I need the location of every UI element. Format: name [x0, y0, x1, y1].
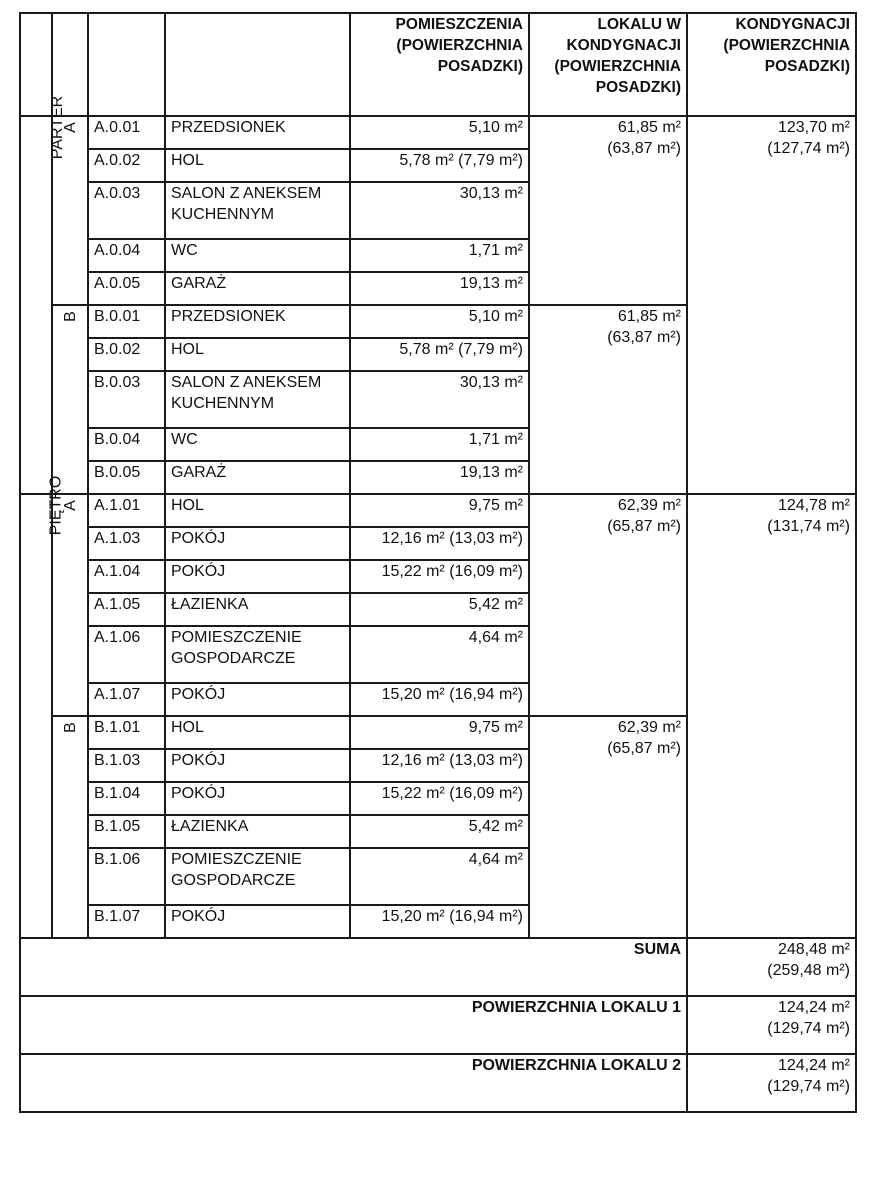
value-line: 124,24 m²: [777, 999, 850, 1016]
room-name: POMIESZCZENIE GOSPODARCZE: [165, 848, 350, 905]
header-line: POSADZKI): [595, 79, 681, 96]
room-name: GARAŻ: [165, 272, 350, 305]
room-area: 5,42 m²: [350, 815, 529, 848]
value-line: (65,87 m²): [607, 518, 681, 535]
room-code: A.1.07: [88, 683, 165, 716]
summary-value: [687, 996, 856, 1054]
floor-label-cell: [20, 475, 65, 938]
value-line: 61,85 m²: [617, 308, 681, 325]
room-name: POKÓJ: [165, 782, 350, 815]
room-code: A.0.04: [88, 239, 165, 272]
room-area: 30,13 m²: [350, 371, 529, 428]
header-code-cell: [88, 13, 165, 116]
summary-row: [20, 1054, 856, 1112]
table-body: [20, 13, 856, 1112]
room-area: 5,10 m²: [350, 116, 529, 149]
value-line: 124,24 m²: [777, 1057, 850, 1074]
room-area: 19,13 m²: [350, 272, 529, 305]
room-area: 4,64 m²: [350, 626, 529, 683]
header-line: POSADZKI): [764, 58, 850, 75]
room-name: HOL: [165, 338, 350, 371]
room-area: 15,22 m² (16,09 m²): [350, 782, 529, 815]
room-area: 12,16 m² (13,03 m²): [350, 749, 529, 782]
room-name: POMIESZCZENIE GOSPODARCZE: [165, 626, 350, 683]
room-area: 1,71 m²: [350, 239, 529, 272]
room-code: B.0.05: [88, 461, 165, 494]
room-area: 19,13 m²: [350, 461, 529, 494]
room-name: ŁAZIENKA: [165, 593, 350, 626]
value-line: 248,48 m²: [777, 941, 850, 958]
room-area: 4,64 m²: [350, 848, 529, 905]
unit-label: A: [61, 122, 79, 133]
header-line: LOKALU W: [597, 16, 681, 33]
room-code: B.0.02: [88, 338, 165, 371]
value-line: 62,39 m²: [617, 497, 681, 514]
floor-label-cell: [20, 95, 67, 494]
value-line: (259,48 m²): [767, 962, 850, 979]
room-name: SALON Z ANEKSEM KUCHENNYM: [165, 182, 350, 239]
room-area: 5,78 m² (7,79 m²): [350, 149, 529, 182]
unit-area: [529, 116, 687, 305]
room-area: 5,10 m²: [350, 305, 529, 338]
room-name: PRZEDSIONEK: [165, 305, 350, 338]
floor-area: [687, 116, 856, 494]
summary-row: [20, 938, 856, 996]
room-code: B.1.05: [88, 815, 165, 848]
room-code: A.0.05: [88, 272, 165, 305]
room-area: 5,78 m² (7,79 m²): [350, 338, 529, 371]
room-name: PRZEDSIONEK: [165, 116, 350, 149]
room-name: WC: [165, 239, 350, 272]
header-line: (POWIERZCHNIA: [554, 58, 681, 75]
room-area: 15,20 m² (16,94 m²): [350, 683, 529, 716]
room-code: A.1.04: [88, 560, 165, 593]
value-line: 61,85 m²: [617, 119, 681, 136]
room-name: HOL: [165, 494, 350, 527]
room-code: A.1.05: [88, 593, 165, 626]
room-code: B.0.01: [88, 305, 165, 338]
unit-area: [529, 305, 687, 494]
floor-label: PARTER: [49, 95, 67, 160]
room-code: A.0.03: [88, 182, 165, 239]
unit-area: [529, 494, 687, 716]
table-row: [20, 116, 856, 149]
value-line: (63,87 m²): [607, 140, 681, 157]
summary-label: POWIERZCHNIA LOKALU 2: [20, 1054, 687, 1112]
area-table: [19, 12, 857, 1113]
room-name: HOL: [165, 716, 350, 749]
header-unit-area: [529, 13, 687, 116]
room-name: POKÓJ: [165, 560, 350, 593]
room-code: B.1.06: [88, 848, 165, 905]
header-line: (POWIERZCHNIA: [723, 37, 850, 54]
room-area: 15,20 m² (16,94 m²): [350, 905, 529, 938]
room-code: B.0.03: [88, 371, 165, 428]
value-line: (129,74 m²): [767, 1078, 850, 1095]
floor-area: [687, 494, 856, 938]
unit-label: A: [61, 500, 79, 511]
header-row: [20, 13, 856, 116]
unit-label: B: [61, 722, 79, 733]
room-code: A.0.02: [88, 149, 165, 182]
floor-label: PIĘTRO: [47, 475, 65, 536]
room-name: POKÓJ: [165, 683, 350, 716]
room-code: A.1.03: [88, 527, 165, 560]
room-name: ŁAZIENKA: [165, 815, 350, 848]
room-code: B.0.04: [88, 428, 165, 461]
unit-area: [529, 716, 687, 938]
room-area: 5,42 m²: [350, 593, 529, 626]
summary-label: SUMA: [20, 938, 687, 996]
room-code: B.1.04: [88, 782, 165, 815]
header-line: POMIESZCZENIA: [395, 16, 523, 33]
header-line: POSADZKI): [437, 58, 523, 75]
room-area: 15,22 m² (16,09 m²): [350, 560, 529, 593]
room-area: 30,13 m²: [350, 182, 529, 239]
header-line: KONDYGNACJI: [566, 37, 681, 54]
room-area: 9,75 m²: [350, 716, 529, 749]
value-line: (129,74 m²): [767, 1020, 850, 1037]
summary-value: [687, 1054, 856, 1112]
room-code: B.1.01: [88, 716, 165, 749]
room-area: 12,16 m² (13,03 m²): [350, 527, 529, 560]
room-area: 1,71 m²: [350, 428, 529, 461]
room-code: A.1.06: [88, 626, 165, 683]
room-name: GARAŻ: [165, 461, 350, 494]
unit-label-cell: [52, 305, 88, 494]
room-code: B.1.07: [88, 905, 165, 938]
table-row: [20, 494, 856, 527]
value-line: 124,78 m²: [777, 497, 850, 514]
value-line: (131,74 m²): [767, 518, 850, 535]
room-name: HOL: [165, 149, 350, 182]
room-name: WC: [165, 428, 350, 461]
summary-value: [687, 938, 856, 996]
room-name: SALON Z ANEKSEM KUCHENNYM: [165, 371, 350, 428]
room-code: B.1.03: [88, 749, 165, 782]
room-code: A.1.01: [88, 494, 165, 527]
value-line: 123,70 m²: [777, 119, 850, 136]
room-area: 9,75 m²: [350, 494, 529, 527]
unit-label: B: [61, 311, 79, 322]
room-name: POKÓJ: [165, 527, 350, 560]
header-line: KONDYGNACJI: [735, 16, 850, 33]
header-line: (POWIERZCHNIA: [396, 37, 523, 54]
header-floor-area: [687, 13, 856, 116]
header-room-area: [350, 13, 529, 116]
summary-label: POWIERZCHNIA LOKALU 1: [20, 996, 687, 1054]
value-line: (127,74 m²): [767, 140, 850, 157]
summary-row: [20, 996, 856, 1054]
value-line: 62,39 m²: [617, 719, 681, 736]
value-line: (63,87 m²): [607, 329, 681, 346]
value-line: (65,87 m²): [607, 740, 681, 757]
unit-label-cell: [52, 716, 88, 938]
header-name-cell: [165, 13, 350, 116]
room-name: POKÓJ: [165, 749, 350, 782]
room-code: A.0.01: [88, 116, 165, 149]
room-name: POKÓJ: [165, 905, 350, 938]
